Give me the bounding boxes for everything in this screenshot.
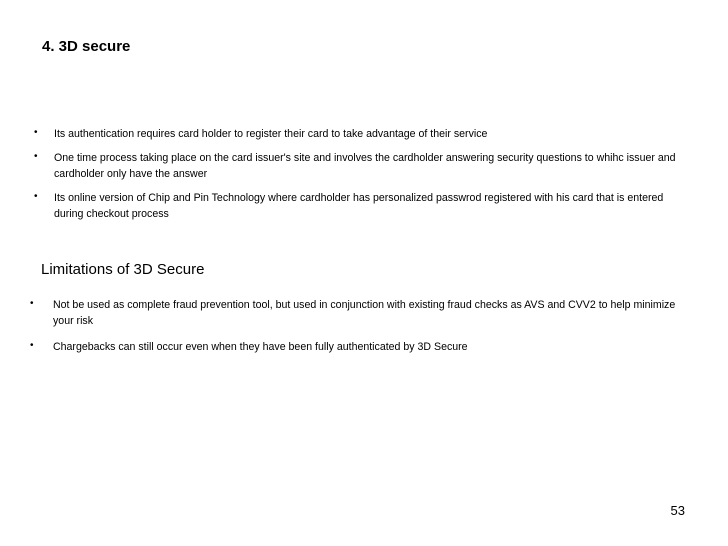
slide-title: 4. 3D secure [42,38,131,55]
bullet-icon: • [30,298,34,309]
list-item [34,150,694,182]
bullet-icon: • [34,191,38,202]
list-item [34,190,694,222]
bullet-icon: • [30,340,34,351]
features-bullet-list [34,126,694,230]
limitations-bullet-list [30,297,693,365]
list-item [30,339,693,355]
limitations-heading: Limitations of 3D Secure [41,261,205,278]
list-item [30,297,693,329]
page-number: 53 [670,503,685,518]
list-item [34,126,694,142]
bullet-text: Its online version of Chip and Pin Technology where cardholder has personalized passwrod registered with his card that is entered during checkout process [54,192,664,220]
bullet-icon: • [34,127,38,138]
bullet-text: One time process taking place on the card issuer's site and involves the cardholder answering security questions to whihc issuer and cardholder only have the answer [54,152,676,180]
bullet-icon: • [34,151,38,162]
bullet-text: Not be used as complete fraud prevention tool, but used in conjunction with existing fraud checks as AVS and CVV2 to help minimize your risk [53,299,676,327]
bullet-text: Its authentication requires card holder to register their card to take advantage of their service [54,128,488,140]
bullet-text: Chargebacks can still occur even when they have been fully authenticated by 3D Secure [53,341,468,353]
